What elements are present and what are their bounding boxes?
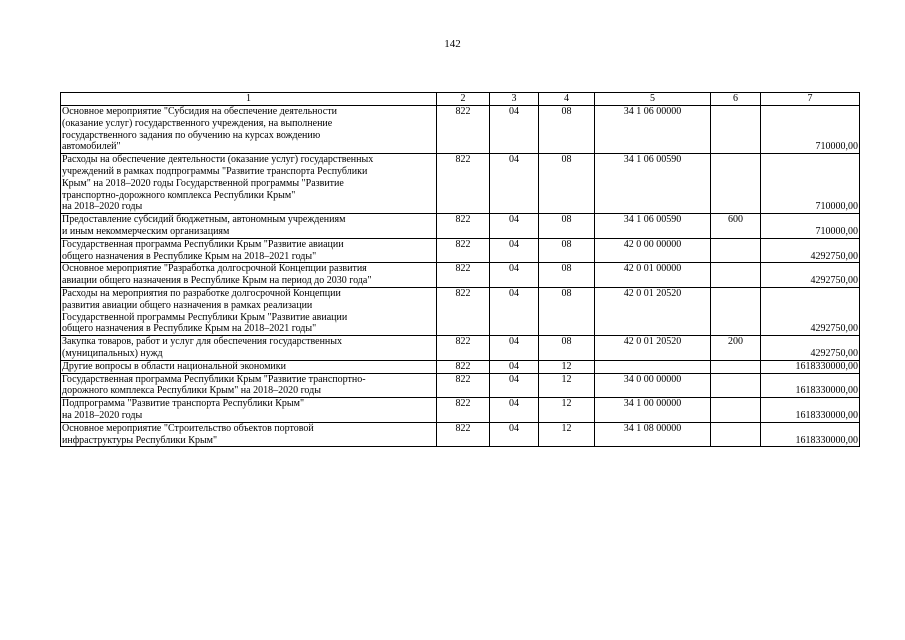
item-name-line: Закупка товаров, работ и услуг для обеспечения государственных [62, 336, 343, 348]
section-cell: 04 [490, 360, 539, 373]
header-cell: 2 [437, 93, 490, 106]
table-row [61, 360, 860, 373]
table-row [61, 238, 860, 263]
section-cell: 04 [490, 106, 539, 154]
target-item-cell: 42 0 00 00000 [595, 238, 711, 263]
amount-cell: 1618330000,00 [761, 422, 860, 447]
item-name-line: Основное мероприятие "Разработка долгосрочной Концепции развития [62, 263, 367, 275]
item-name-line: Основное мероприятие "Субсидия на обеспечение деятельности [62, 106, 337, 117]
ministry-code-cell: 822 [437, 422, 490, 447]
target-item-cell: 42 0 01 20520 [595, 336, 711, 361]
header-cell: 6 [711, 93, 761, 106]
amount-cell: 710000,00 [761, 214, 860, 239]
subsection-cell: 08 [539, 154, 595, 214]
amount-cell: 710000,00 [761, 154, 860, 214]
item-name-line: Государственная программа Республики Крым "Развитие транспортно- [62, 373, 366, 385]
item-name-cell [61, 336, 437, 361]
target-item-cell: 34 1 06 00000 [595, 106, 711, 154]
table-row [61, 214, 860, 239]
amount-cell: 4292750,00 [761, 238, 860, 263]
section-cell: 04 [490, 373, 539, 398]
expense-type-cell [711, 287, 761, 335]
item-name-cell [61, 360, 437, 373]
ministry-code-cell: 822 [437, 238, 490, 263]
item-name-cell [61, 154, 437, 214]
amount-cell: 1618330000,00 [761, 398, 860, 423]
ministry-code-cell: 822 [437, 106, 490, 154]
ministry-code-cell: 822 [437, 336, 490, 361]
item-name-cell [61, 398, 437, 423]
item-name-line: общего назначения в Республике Крым на 2018–2021 годы" [62, 323, 317, 335]
expense-type-cell [711, 398, 761, 423]
item-name-line: на 2018–2020 годы [62, 409, 143, 421]
target-item-cell: 34 1 00 00000 [595, 398, 711, 423]
item-name-cell [61, 238, 437, 263]
ministry-code-cell: 822 [437, 398, 490, 423]
amount-cell: 4292750,00 [761, 287, 860, 335]
expense-type-cell [711, 373, 761, 398]
item-name-line: общего назначения в Республике Крым на 2018–2021 годы" [62, 250, 317, 262]
item-name-line: инфраструктуры Республики Крым" [62, 434, 218, 446]
expense-type-cell: 200 [711, 336, 761, 361]
amount-cell: 710000,00 [761, 106, 860, 154]
ministry-code-cell: 822 [437, 287, 490, 335]
amount-cell: 1618330000,00 [761, 360, 860, 373]
table-row [61, 263, 860, 288]
target-item-cell: 34 1 08 00000 [595, 422, 711, 447]
item-name-line: Основное мероприятие "Строительство объектов портовой [62, 422, 314, 434]
budget-table [60, 92, 860, 447]
table-row [61, 398, 860, 423]
amount-cell: 4292750,00 [761, 263, 860, 288]
item-name-line: (муниципальных) нужд [62, 347, 163, 359]
item-name-cell [61, 287, 437, 335]
section-cell: 04 [490, 287, 539, 335]
target-item-cell: 34 0 00 00000 [595, 373, 711, 398]
expense-type-cell [711, 263, 761, 288]
item-name-line: Другие вопросы в области национальной экономики [62, 360, 286, 372]
item-name-line: Подпрограмма "Развитие транспорта Республики Крым" [62, 398, 305, 410]
section-cell: 04 [490, 214, 539, 239]
subsection-cell: 08 [539, 287, 595, 335]
target-item-cell [595, 360, 711, 373]
item-name-line: (оказание услуг) государственного учреждения, на выполнение [62, 117, 333, 129]
item-name-cell [61, 263, 437, 288]
subsection-cell: 08 [539, 336, 595, 361]
item-name-line: транспортно-дорожного комплекса Республики Крым" [62, 189, 296, 201]
subsection-cell: 08 [539, 214, 595, 239]
section-cell: 04 [490, 263, 539, 288]
expense-type-cell [711, 154, 761, 214]
expense-type-cell [711, 422, 761, 447]
item-name-line: авиации общего назначения в Республике Крым на период до 2030 года" [62, 275, 372, 287]
target-item-cell: 34 1 06 00590 [595, 214, 711, 239]
header-cell: 5 [595, 93, 711, 106]
item-name-line: Расходы на обеспечение деятельности (оказание услуг) государственных [62, 154, 374, 166]
header-cell: 4 [539, 93, 595, 106]
section-cell: 04 [490, 336, 539, 361]
header-cell: 1 [61, 93, 437, 106]
item-name-line: и иным некоммерческим организациям [62, 225, 230, 237]
item-name-line: государственного задания по обучению на курсах вождению [62, 129, 321, 141]
expense-type-cell [711, 360, 761, 373]
table-row [61, 422, 860, 447]
section-cell: 04 [490, 238, 539, 263]
subsection-cell: 08 [539, 106, 595, 154]
item-name-cell [61, 422, 437, 447]
item-name-line: учреждений в рамках подпрограммы "Развитие транспорта Республики [62, 165, 368, 177]
item-name-line: Государственная программа Республики Крым "Развитие авиации [62, 238, 344, 250]
target-item-cell: 34 1 06 00590 [595, 154, 711, 214]
item-name-line: Предоставление субсидий бюджетным, автономным учреждениям [62, 214, 346, 226]
item-name-line: Государственной программы Республики Крым "Развитие авиации [62, 311, 348, 323]
section-cell: 04 [490, 154, 539, 214]
item-name-line: на 2018–2020 годы [62, 201, 143, 213]
item-name-line: Крым" на 2018–2020 годы Государственной программы "Развитие [62, 177, 344, 189]
item-name-line: автомобилей" [62, 141, 121, 153]
table-row [61, 373, 860, 398]
item-name-line: дорожного комплекса Республики Крым" на 2018–2020 годы [62, 385, 321, 397]
expense-type-cell [711, 238, 761, 263]
expense-type-cell [711, 106, 761, 154]
amount-cell: 4292750,00 [761, 336, 860, 361]
target-item-cell: 42 0 01 00000 [595, 263, 711, 288]
subsection-cell: 08 [539, 263, 595, 288]
amount-cell: 1618330000,00 [761, 373, 860, 398]
ministry-code-cell: 822 [437, 263, 490, 288]
header-cell: 3 [490, 93, 539, 106]
subsection-cell: 08 [539, 238, 595, 263]
expense-type-cell: 600 [711, 214, 761, 239]
header-cell: 7 [761, 93, 860, 106]
subsection-cell: 12 [539, 360, 595, 373]
section-cell: 04 [490, 422, 539, 447]
subsection-cell: 12 [539, 422, 595, 447]
page-number: 142 [444, 38, 461, 50]
table-row [61, 336, 860, 361]
ministry-code-cell: 822 [437, 214, 490, 239]
table-row [61, 287, 860, 335]
subsection-cell: 12 [539, 373, 595, 398]
item-name-cell [61, 373, 437, 398]
item-name-line: развития авиации общего назначения в рамках реализации [62, 299, 313, 311]
table-row [61, 154, 860, 214]
subsection-cell: 12 [539, 398, 595, 423]
ministry-code-cell: 822 [437, 360, 490, 373]
header-row [61, 93, 860, 106]
ministry-code-cell: 822 [437, 373, 490, 398]
section-cell: 04 [490, 398, 539, 423]
ministry-code-cell: 822 [437, 154, 490, 214]
item-name-line: Расходы на мероприятия по разработке долгосрочной Концепции [62, 287, 341, 299]
target-item-cell: 42 0 01 20520 [595, 287, 711, 335]
item-name-cell [61, 106, 437, 154]
item-name-cell [61, 214, 437, 239]
table-row [61, 106, 860, 154]
